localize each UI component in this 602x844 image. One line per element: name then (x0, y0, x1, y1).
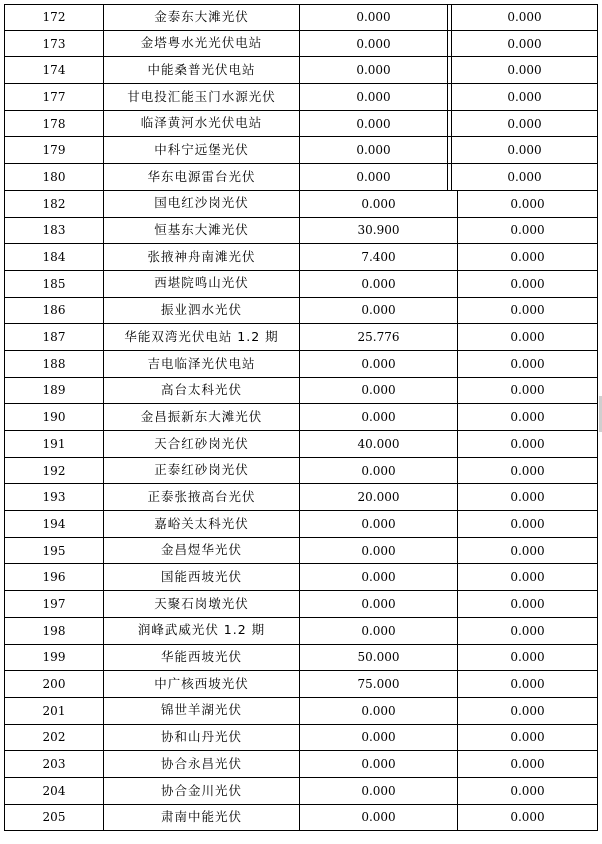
cell-v2: 0.000 (452, 164, 598, 190)
cell-name: 协合永昌光伏 (104, 751, 300, 777)
cell-idx: 198 (4, 618, 104, 644)
cell-v2: 0.000 (458, 324, 598, 350)
cell-v2: 0.000 (458, 538, 598, 564)
table-row (4, 564, 598, 591)
table-row (4, 751, 598, 778)
cell-idx: 184 (4, 244, 104, 270)
table-row (4, 31, 598, 58)
cell-name: 临泽黄河水光伏电站 (104, 111, 300, 137)
cell-name: 正泰张掖高台光伏 (104, 484, 300, 510)
cell-v2: 0.000 (452, 31, 598, 57)
cell-name: 华能西坡光伏 (104, 645, 300, 671)
cell-name: 中广核西坡光伏 (104, 671, 300, 697)
cell-name: 协和山丹光伏 (104, 725, 300, 751)
cell-name: 金泰东大滩光伏 (104, 5, 300, 30)
cell-v1: 30.900 (300, 218, 458, 244)
cell-name: 天聚石岗墩光伏 (104, 591, 300, 617)
cell-v2: 0.000 (458, 431, 598, 457)
cell-name: 正泰红砂岗光伏 (104, 458, 300, 484)
table-row (4, 378, 598, 405)
cell-v2: 0.000 (458, 298, 598, 324)
cell-v1: 0.000 (300, 84, 448, 110)
cell-v1: 0.000 (300, 271, 458, 297)
cell-v2: 0.000 (452, 84, 598, 110)
cell-v2: 0.000 (458, 458, 598, 484)
table-row (4, 191, 598, 218)
cell-v2: 0.000 (458, 751, 598, 777)
cell-v2: 0.000 (458, 805, 598, 831)
cell-v1: 40.000 (300, 431, 458, 457)
cell-idx: 185 (4, 271, 104, 297)
cell-name: 国电红沙岗光伏 (104, 191, 300, 217)
cell-v2: 0.000 (458, 271, 598, 297)
cell-idx: 183 (4, 218, 104, 244)
cell-v2: 0.000 (458, 671, 598, 697)
cell-v1: 0.000 (300, 5, 448, 30)
table-row (4, 645, 598, 672)
cell-name: 华能双湾光伏电站 1.2 期 (104, 324, 300, 350)
cell-v2: 0.000 (458, 218, 598, 244)
cell-idx: 199 (4, 645, 104, 671)
cell-v1: 0.000 (300, 351, 458, 377)
cell-v1: 75.000 (300, 671, 458, 697)
table-row (4, 298, 598, 325)
cell-idx: 189 (4, 378, 104, 404)
cell-v2: 0.000 (458, 564, 598, 590)
cell-v1: 0.000 (300, 298, 458, 324)
cell-v2: 0.000 (458, 378, 598, 404)
cell-idx: 200 (4, 671, 104, 697)
table-row (4, 698, 598, 725)
cell-v1: 25.776 (300, 324, 458, 350)
table-row (4, 324, 598, 351)
cell-v2: 0.000 (458, 244, 598, 270)
cell-idx: 190 (4, 404, 104, 430)
cell-name: 华东电源雷台光伏 (104, 164, 300, 190)
data-table (4, 4, 598, 831)
cell-v2: 0.000 (458, 591, 598, 617)
cell-idx: 196 (4, 564, 104, 590)
table-row (4, 511, 598, 538)
table-row (4, 725, 598, 752)
table-row (4, 164, 598, 191)
cell-v2: 0.000 (458, 698, 598, 724)
cell-v1: 0.000 (300, 404, 458, 430)
table-row (4, 404, 598, 431)
cell-idx: 203 (4, 751, 104, 777)
table-row (4, 271, 598, 298)
cell-v1: 0.000 (300, 191, 458, 217)
cell-v1: 50.000 (300, 645, 458, 671)
cell-v2: 0.000 (458, 484, 598, 510)
cell-idx: 186 (4, 298, 104, 324)
cell-idx: 197 (4, 591, 104, 617)
cell-idx: 205 (4, 805, 104, 831)
cell-idx: 174 (4, 57, 104, 83)
cell-v1: 0.000 (300, 564, 458, 590)
table-row (4, 805, 598, 832)
cell-idx: 202 (4, 725, 104, 751)
cell-v2: 0.000 (458, 725, 598, 751)
table-row (4, 244, 598, 271)
cell-v2: 0.000 (452, 137, 598, 163)
cell-v1: 0.000 (300, 57, 448, 83)
cell-name: 中能桑普光伏电站 (104, 57, 300, 83)
table-row (4, 57, 598, 84)
cell-name: 润峰武威光伏 1.2 期 (104, 618, 300, 644)
cell-name: 肃南中能光伏 (104, 805, 300, 831)
cell-v1: 0.000 (300, 725, 458, 751)
cell-v1: 0.000 (300, 111, 448, 137)
cell-idx: 173 (4, 31, 104, 57)
table-row (4, 218, 598, 245)
cell-name: 锦世羊湖光伏 (104, 698, 300, 724)
cell-v2: 0.000 (452, 111, 598, 137)
cell-idx: 172 (4, 5, 104, 30)
cell-idx: 201 (4, 698, 104, 724)
cell-name: 恒基东大滩光伏 (104, 218, 300, 244)
cell-idx: 182 (4, 191, 104, 217)
cell-v1: 0.000 (300, 31, 448, 57)
table-row (4, 4, 598, 31)
cell-v1: 0.000 (300, 805, 458, 831)
cell-v1: 0.000 (300, 164, 448, 190)
cell-name: 中科宁远堡光伏 (104, 137, 300, 163)
table-row (4, 351, 598, 378)
cell-v2: 0.000 (458, 645, 598, 671)
table-row (4, 137, 598, 164)
cell-name: 嘉峪关太科光伏 (104, 511, 300, 537)
cell-idx: 188 (4, 351, 104, 377)
cell-idx: 178 (4, 111, 104, 137)
cell-v1: 20.000 (300, 484, 458, 510)
table-row (4, 84, 598, 111)
table-row (4, 671, 598, 698)
cell-v1: 0.000 (300, 538, 458, 564)
table-row (4, 591, 598, 618)
cell-idx: 194 (4, 511, 104, 537)
cell-name: 张掖神舟南滩光伏 (104, 244, 300, 270)
cell-v2: 0.000 (458, 351, 598, 377)
cell-v1: 0.000 (300, 591, 458, 617)
cell-v2: 0.000 (452, 5, 598, 30)
table-row (4, 111, 598, 138)
cell-v1: 0.000 (300, 511, 458, 537)
cell-name: 协合金川光伏 (104, 778, 300, 804)
cell-v1: 7.400 (300, 244, 458, 270)
cell-name: 金昌煜华光伏 (104, 538, 300, 564)
cell-idx: 193 (4, 484, 104, 510)
cell-name: 高台太科光伏 (104, 378, 300, 404)
cell-name: 天合红砂岗光伏 (104, 431, 300, 457)
cell-v1: 0.000 (300, 751, 458, 777)
cell-v1: 0.000 (300, 778, 458, 804)
cell-name: 国能西坡光伏 (104, 564, 300, 590)
cell-idx: 204 (4, 778, 104, 804)
cell-v2: 0.000 (458, 511, 598, 537)
cell-name: 甘电投汇能玉门水源光伏 (104, 84, 300, 110)
cell-name: 振业泗水光伏 (104, 298, 300, 324)
cell-name: 西堪院鸣山光伏 (104, 271, 300, 297)
cell-v2: 0.000 (452, 57, 598, 83)
cell-v1: 0.000 (300, 378, 458, 404)
cell-idx: 191 (4, 431, 104, 457)
cell-idx: 179 (4, 137, 104, 163)
table-row (4, 538, 598, 565)
cell-name: 吉电临泽光伏电站 (104, 351, 300, 377)
cell-name: 金昌振新东大滩光伏 (104, 404, 300, 430)
table-row (4, 778, 598, 805)
table-row (4, 484, 598, 511)
cell-idx: 177 (4, 84, 104, 110)
table-row (4, 458, 598, 485)
cell-idx: 180 (4, 164, 104, 190)
table-row (4, 618, 598, 645)
cell-v1: 0.000 (300, 137, 448, 163)
cell-v2: 0.000 (458, 778, 598, 804)
cell-v1: 0.000 (300, 618, 458, 644)
cell-v2: 0.000 (458, 404, 598, 430)
cell-v2: 0.000 (458, 191, 598, 217)
cell-idx: 192 (4, 458, 104, 484)
cell-v1: 0.000 (300, 698, 458, 724)
table-row (4, 431, 598, 458)
cell-name: 金塔粤水光光伏电站 (104, 31, 300, 57)
cell-v1: 0.000 (300, 458, 458, 484)
cell-idx: 195 (4, 538, 104, 564)
cell-idx: 187 (4, 324, 104, 350)
cell-v2: 0.000 (458, 618, 598, 644)
